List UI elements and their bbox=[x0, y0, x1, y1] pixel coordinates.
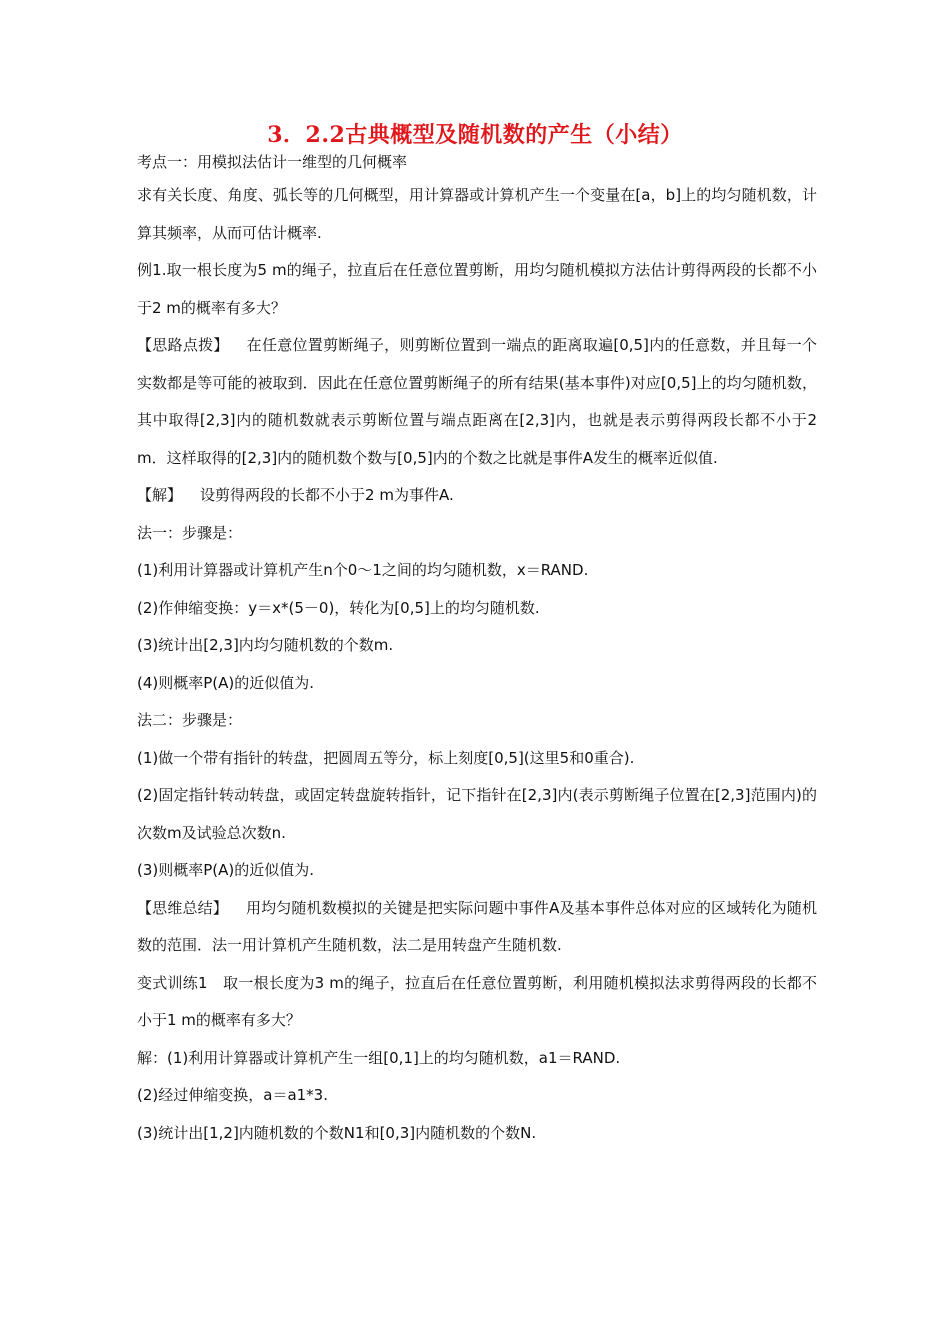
step-item bbox=[137, 1115, 817, 1153]
paragraph-text: (3)统计出[2,3]内均匀随机数的个数m. bbox=[137, 636, 394, 654]
paragraph-tag: 【思路点拨】 bbox=[137, 336, 229, 354]
step-item bbox=[137, 852, 817, 890]
paragraph-text: 考点一：用模拟法估计一维型的几何概率 bbox=[137, 153, 408, 171]
solution-paragraph bbox=[137, 477, 817, 515]
paragraph-text: 解：(1)利用计算器或计算机产生一组[0,1]上的均匀随机数，a1＝RAND. bbox=[137, 1048, 621, 1067]
step-item bbox=[137, 740, 817, 778]
paragraph-tag: 【解】 bbox=[137, 486, 183, 504]
method-heading bbox=[137, 702, 817, 740]
step-item bbox=[137, 552, 817, 590]
paragraph-tag: 【思维总结】 bbox=[137, 898, 228, 917]
analysis-paragraph bbox=[137, 327, 817, 477]
document-body bbox=[137, 147, 817, 1152]
method-heading bbox=[137, 515, 817, 553]
paragraph-text: (3)统计出[1,2]内随机数的个数N1和[0,3]内随机数的个数N. bbox=[137, 1123, 537, 1142]
paragraph-text: (1)利用计算器或计算机产生n个0～1之间的均匀随机数，x＝RAND. bbox=[137, 561, 589, 579]
paragraph-text: (2)作伸缩变换：y＝x*(5－0)，转化为[0,5]上的均匀随机数. bbox=[137, 598, 540, 617]
exercise-question bbox=[137, 965, 817, 1040]
step-item bbox=[137, 627, 817, 665]
example-question bbox=[137, 252, 817, 327]
paragraph-text: 设剪得两段的长都不小于2 m为事件A. bbox=[200, 486, 454, 504]
step-item bbox=[137, 1040, 817, 1078]
step-item bbox=[137, 590, 817, 628]
paragraph-text: (1)做一个带有指针的转盘，把圆周五等分，标上刻度[0,5](这里5和0重合). bbox=[137, 748, 635, 767]
paragraph-text: 用均匀随机数模拟的关键是把实际问题中事件A及基本事件总体对应的区域转化为随机数的范围．法一用计算机产生随机数，法二是用转盘产生随机数. bbox=[137, 898, 817, 954]
paragraph-text: 法二：步骤是： bbox=[137, 711, 243, 729]
paragraph-text: (2)经过伸缩变换，a＝a1*3. bbox=[137, 1086, 328, 1104]
step-item bbox=[137, 1077, 817, 1115]
paragraph-text: 例1.取一根长度为5 m的绳子，拉直后在任意位置剪断，用均匀随机模拟方法估计剪得两段的长都不小于2 m的概率有多大？ bbox=[137, 261, 817, 317]
paragraph-text: 法一：步骤是： bbox=[137, 523, 243, 542]
step-item bbox=[137, 665, 817, 703]
paragraph-text: (3)则概率P(A)的近似值为. bbox=[137, 861, 315, 879]
paragraph bbox=[137, 177, 817, 252]
summary-paragraph bbox=[137, 890, 817, 965]
section-heading bbox=[137, 147, 817, 177]
paragraph-text: 变式训练1 取一根长度为3 m的绳子，拉直后在任意位置剪断，利用随机模拟法求剪得两段的长都不小于1 m的概率有多大？ bbox=[137, 973, 817, 1029]
step-item bbox=[137, 777, 817, 852]
paragraph-text: (4)则概率P(A)的近似值为. bbox=[137, 673, 315, 692]
paragraph-text: (2)固定指针转动转盘，或固定转盘旋转指针，记下指针在[2,3]内(表示剪断绳子位置在[2,3]范围内)的次数m及试验总次数n. bbox=[137, 786, 817, 842]
document-title: 3．2.2古典概型及随机数的产生（小结） bbox=[267, 122, 683, 148]
paragraph-text: 在任意位置剪断绳子，则剪断位置到一端点的距离取遍[0,5]内的任意数，并且每一个实数都是等可能的被取到．因此在任意位置剪断绳子的所有结果(基本事件)对应[0,5]上的均匀随机数，其中取得[2,3]内的随机数就表示剪断位置与端点距离在[2,3]内，也就是表示剪得两段长都不小于2 m．这样取得的[2,3]内的随机数个数与[0,5]内的个数之比就是事件A发生的概率近似值. bbox=[137, 336, 817, 467]
paragraph-text: 求有关长度、角度、弧长等的几何概型，用计算器或计算机产生一个变量在[a，b]上的均匀随机数，计算其频率，从而可估计概率. bbox=[137, 186, 817, 242]
